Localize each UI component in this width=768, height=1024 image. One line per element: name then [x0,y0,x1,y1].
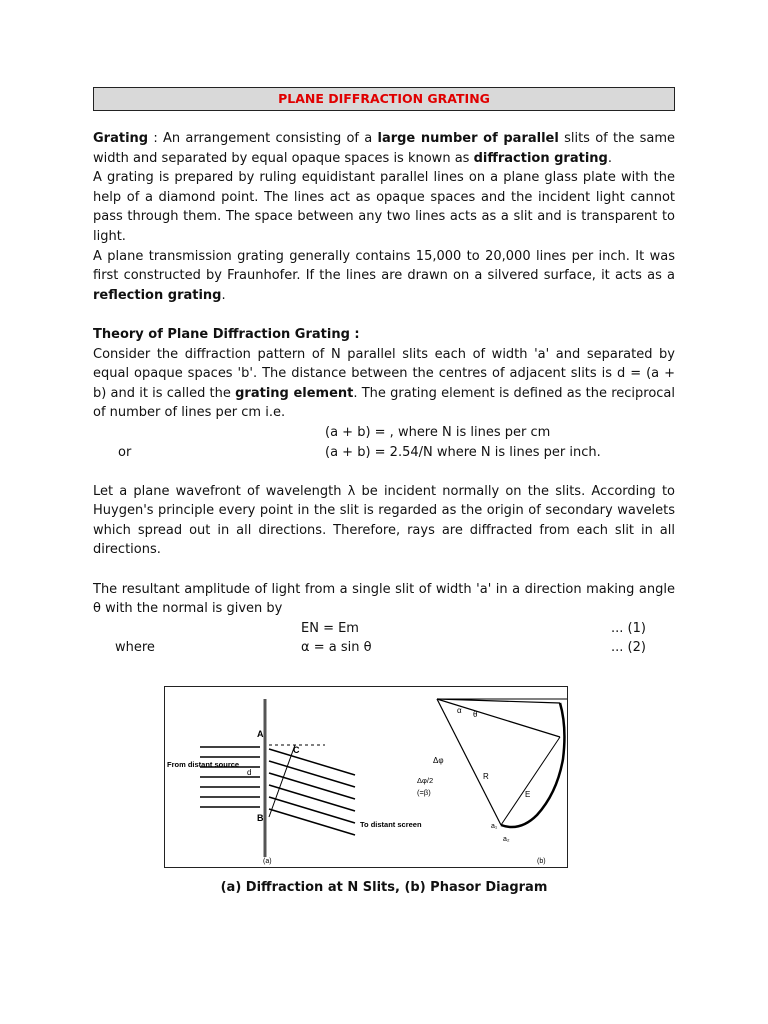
figure-caption: (a) Diffraction at N Slits, (b) Phasor Diagram [220,880,548,895]
svg-text:(=β): (=β) [417,788,431,797]
svg-text:From distant source: From distant source [167,760,240,769]
svg-text:Δφ: Δφ [433,756,444,765]
svg-text:A: A [257,729,264,739]
svg-text:θ: θ [473,710,478,719]
document-page [93,87,675,658]
grating-term: Grating [93,131,149,146]
svg-text:d: d [247,768,252,777]
wavefront-paragraph: Let a plane wavefront of wavelength λ be incident normally on the slits. According to Huygen's principle every point in the slit is regarded as the origin of secondary wavelets which spread out in all directions. Therefore, rays are diffracted from each slit in all directions. [93,483,675,558]
diffraction-figure [164,686,568,868]
page-title: PLANE DIFFRACTION GRATING [93,87,675,111]
equation-grating-element-cm: (a + b) = , where N is lines per cm [325,424,551,440]
amplitude-paragraph: The resultant amplitude of light from a single slit of width 'a' in a direction making angle θ with the normal is given by [93,581,675,617]
svg-text:E: E [525,790,531,799]
equation-grating-element-inch: or (a + b) = 2.54/N where N is lines per inch. [118,444,601,460]
svg-text:Δφ/2: Δφ/2 [417,776,434,785]
grating-definition: Grating : An arrangement consisting of a large number of parallel slits of the same width and separated by equal opaque spaces is known as diffraction grating. [93,131,675,166]
svg-text:B: B [257,813,264,823]
grating-slits-diagram [167,699,422,865]
svg-text:(b): (b) [537,858,546,865]
svg-text:C: C [293,745,300,755]
theory-heading: Theory of Plane Diffraction Grating : [93,326,360,342]
transmission-grating-paragraph: A plane transmission grating generally contains 15,000 to 20,000 lines per inch. It was first constructed by Fraunhofer. If the lines are drawn on a silvered surface, it acts as a reflection grating. [93,248,675,303]
equation-2: where α = a sin θ ... (2) [115,640,646,656]
svg-text:(a): (a) [263,858,272,865]
grating-preparation-paragraph: A grating is prepared by ruling equidistant parallel lines on a plane glass plate with the help of a diamond point. The lines act as opaque spaces and the incident light cannot pass through them. The space between any two lines acts as a slit and is transparent to light. [93,170,675,244]
svg-text:a₂: a₂ [503,836,510,843]
phasor-diagram [417,699,567,865]
svg-text:a₁: a₁ [491,823,498,830]
svg-text:α: α [457,706,462,715]
diffraction-diagram [165,687,567,867]
equation-1: EN = Em ... (1) [301,620,646,636]
svg-text:To distant screen: To distant screen [360,820,422,829]
theory-paragraph: Consider the diffraction pattern of N parallel slits each of width 'a' and separated by equal opaque spaces 'b'. The distance between the centres of adjacent slits is d = (a + b) and it is called the grating element. The grating element is defined as the reciprocal of number of lines per cm i.e. [93,346,676,421]
svg-text:R: R [483,772,489,781]
